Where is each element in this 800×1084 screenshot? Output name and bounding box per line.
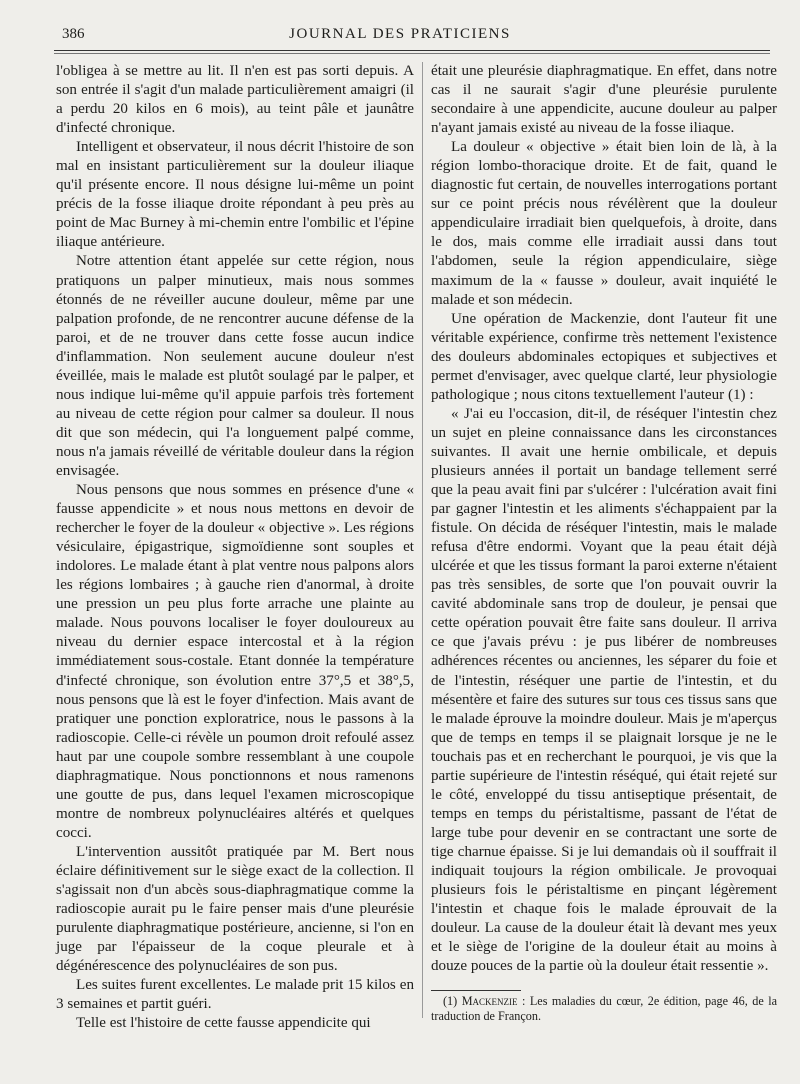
running-title: JOURNAL DES PRATICIENS — [289, 26, 511, 42]
page-header — [0, 26, 800, 52]
paragraph: L'intervention aussitôt pratiquée par M. Bert nous éclaire définitivement sur le siège exact de la collection. Il s'agissait non d'un abcès sous-diaphragmatique comme la radioscopie aurait pu le faire penser mais d'une pleurésie purulente diaphragmatique postérieure, ancienne, si l'on en juge par l'épaisseur de la coque pleurale et à dégénérescence des polynucléaires de son pus. — [56, 843, 414, 975]
header-rule-secondary — [54, 53, 770, 54]
header-rule — [54, 50, 770, 51]
left-column — [56, 62, 414, 1033]
column-divider — [422, 62, 423, 1018]
footnote — [431, 994, 777, 1024]
paragraph: Telle est l'histoire de cette fausse appendicite qui — [76, 1015, 371, 1032]
paragraph: Les suites furent excellentes. Le malade prit 15 kilos en 3 semaines et partit guéri. — [56, 977, 414, 1013]
footnote-text: : Les maladies du cœur, 2e édition, page 46, de la traduction de Françon. — [431, 994, 777, 1023]
paragraph: l'obligea à se mettre au lit. Il n'en est pas sorti depuis. A son entrée il s'agit d'un malade particulièrement amaigri (il a perdu 20 kilos en 6 mois), au teint pâle et jaunâtre d'infecté chronique. — [56, 63, 414, 137]
footnote-rule — [431, 990, 521, 991]
footnote-author: Mackenzie — [461, 994, 518, 1008]
paragraph: Notre attention étant appelée sur cette région, nous pratiquons un palper minutieux, mais nous sommes étonnés de ne réveiller aucune douleur, même par une palpation profonde, de ne rencontrer aucune défense de la paroi, et de ne trouver dans cette fosse aucun indice d'inflammation. Non seulement aucune douleur n'est éveillée, mais le malade est plutôt soulagé par le palper, et nous indique lui-même qu'il appuie parfois très fortement au niveau de cette région pour calmer sa douleur. Il nous dit que son médecin, qui l'a longuement palpé comme, nous n'a jamais réveillé de véritable douleur dans la région envisagée. — [56, 253, 414, 479]
paragraph: La douleur « objective » était bien loin de là, à la région lombo-thoracique droite. Et de fait, quand le diagnostic fut certain, de nouvelles interrogations portant sur ce point précis nous révélèrent que la douleur appendiculaire irradiait bien quelquefois, à droite, dans le dos, mais comme elle irradiait aussi dans tout l'abdomen, seule la région appendiculaire, siège maximum de la « fausse » douleur, avait inquiété le malade et son médecin. — [431, 139, 777, 308]
page-number: 386 — [62, 26, 85, 42]
paragraph: Une opération de Mackenzie, dont l'auteur fit une véritable expérience, confirme très nettement l'existence des douleurs abdominales ectopiques et subjectives et permet d'envisager, avec quelque clarté, leur physiologie pathologique ; nous citons textuellement l'auteur (1) : — [431, 310, 777, 403]
paragraph: Nous pensons que nous sommes en présence d'une « fausse appendicite » et nous nous mettons en devoir de rechercher le foyer de la douleur « objective ». Les régions vésiculaire, épigastrique, sigmoïdienne sont souples et indolores. Le malade étant à plat ventre nous palpons alors les régions lombaires ; à gauche rien d'anormal, à droite une pression un peu plus forte arrache une plainte au malade. Nous pouvons localiser le foyer douloureux au niveau du dernier espace intercostal et à la région immédiatement sous-costale. Etant donnée la température d'infecté chronique, son évolution entre 37°,5 et 38°,5, nous pensons que là est le foyer d'infection. Mais avant de pratiquer une ponction exploratrice, nous le passons à la radioscopie. Celle-ci révèle un poumon droit refoulé assez haut par une coupole sombre ressemblant à une coupole diaphragmatique. Nous ponctionnons et nous ramenons une goutte de pus, dans lequel l'examen microscopique montre de nombreux polynucléaires altérés et quelques cocci. — [56, 482, 414, 841]
quotation-paragraph: « J'ai eu l'occasion, dit-il, de réséquer l'intestin chez un sujet en pleine connaissance dans les circonstances suivantes. Il avait une hernie ombilicale, et depuis plusieurs années il portait un bandage tellement serré que la peau avait fini par s'ulcérer : l'ulcération avait fini par gagner l'intestin et les aliments s'échappaient par la fistule. On décida de réséquer l'intestin, mais le malade refusa d'être endormi. Voyant que la peau était déjà ulcérée et que les tissus formant la paroi externe n'étaient pas très sensibles, de sorte que l'on pouvait ouvrir la cavité abdominale sans trop de douleur, je pensai que cette opération pouvait être faite sans douleur. Il arriva ce que j'avais prévu : je pus libérer de nombreuses adhérences récentes ou anciennes, les séparer du foie et de l'intestin, réséquer une partie de l'intestin, et du mésentère et faire des sutures sur tous ces tissus sans que le malade éprouve la moindre douleur. Mais je m'aperçus que de temps en temps il se plaignait lorsque je ne le touchais pas et en recherchant le pourquoi, je vis que la partie supérieure de l'intestin réséqué, qui était rejeté sur le côté, enveloppé du tissu antiseptique présentait, de temps en temps du péristaltisme, passant de l'état de large tube pour devenir en se contractant une sorte de tige charnue épaisse. Si je lui demandais où il souffrait il indiquait toujours la région ombilicale. Je provoquai plusieurs fois le péristaltisme en pinçant légèrement l'intestin et chaque fois le malade éprouvait de la douleur. La cause de la douleur était là devant mes yeux et le siège de l'origine de la douleur était au moins à douze pouces de la partie où la douleur était ressentie ». — [431, 405, 777, 975]
paragraph: était une pleurésie diaphragmatique. En effet, dans notre cas il ne saurait s'agir d'une pleurésie purulente secondaire à une appendicite, aucune douleur au palper n'ayant jamais existé au niveau de la fosse iliaque. — [431, 63, 777, 137]
right-column — [431, 62, 777, 976]
footnote-marker: (1) — [443, 994, 458, 1008]
paragraph: Intelligent et observateur, il nous décrit l'histoire de son mal en insistant particulièrement sur la douleur iliaque qu'il présente encore. Il nous désigne lui-même un point précis de la fosse iliaque droite répondant à peu près au point de Mac Burney à mi-chemin entre l'ombilic et l'épine iliaque antérieure. — [56, 139, 414, 251]
